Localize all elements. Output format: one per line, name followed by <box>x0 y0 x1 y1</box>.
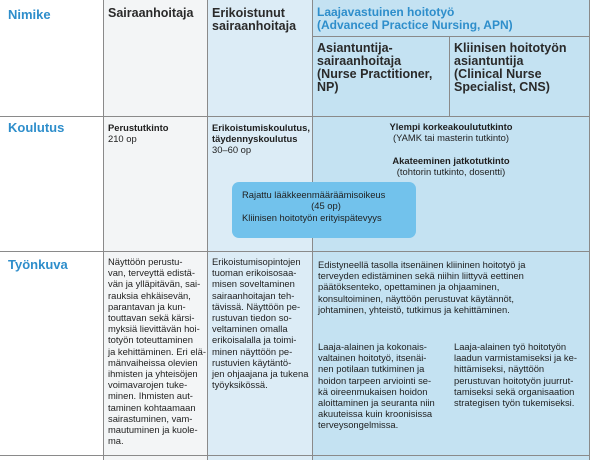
text-line: hoidon tarpeen arviointi se- <box>318 374 432 386</box>
header-cns-line: asiantuntija <box>454 54 524 68</box>
text-line: johtaminen, yhteistö, tutkimus ja kehittäminen. <box>318 303 510 315</box>
text-line: tävissä. Näyttöön pe- <box>212 300 301 312</box>
text-line: terveyden edistäminen sekä niihin liittyvä eettinen <box>318 270 524 282</box>
koulutus-erikoistunut <box>212 122 310 155</box>
header-np-line: Asiantuntija- <box>317 41 393 55</box>
text-line: työyksikössä. <box>212 379 268 391</box>
koulutus-apn-doctor-title: Akateeminen jatkotutkinto <box>392 155 510 166</box>
koulutus-sairaanhoitaja <box>108 122 168 144</box>
header-np-line: (Nurse Practitioner, <box>317 67 433 81</box>
text-line: parantavan ja kun- <box>108 300 186 312</box>
text-line: hittämiseksi, näyttöön <box>454 363 545 375</box>
koulutus-erikoistunut-points: 30–60 op <box>212 144 252 155</box>
tyonkuva-np <box>318 341 448 431</box>
text-line: misen soveltaminen <box>212 278 295 290</box>
koulutus-apn-degree-title: Ylempi korkeakoulututkinto <box>389 121 513 132</box>
text-line: myksiä lievittävän hoi- <box>108 323 200 335</box>
header-np <box>317 42 432 94</box>
koulutus-apn-doctor <box>312 155 590 177</box>
row-label-tyonkuva: Työnkuva <box>8 257 68 272</box>
koulutus-sairaanhoitaja-points: 210 op <box>108 133 137 144</box>
text-line: rustuvien käytäntö- <box>212 356 292 368</box>
text-line: Erikoistumisopintojen <box>212 256 301 267</box>
header-erikoistunut <box>212 7 296 33</box>
text-line: van, terveyttä edistä- <box>108 267 196 279</box>
text-line: rauksia ehkäisevän, <box>108 289 191 301</box>
header-cns <box>454 42 567 94</box>
text-line: sairaanhoitajan teh- <box>212 289 295 301</box>
text-line: veltaminen omalla <box>212 323 288 335</box>
prescribing-rights-line: Rajattu lääkkeenmääräämisoikeus <box>242 189 386 200</box>
text-line: minen. Ihmisten aut- <box>108 390 193 402</box>
grid-line <box>449 36 450 116</box>
row-label-koulutus: Koulutus <box>8 120 65 135</box>
text-line: terveysongelmissa. <box>318 419 399 431</box>
header-cns-line: Specialist, CNS) <box>454 80 550 94</box>
grid-line <box>103 0 104 460</box>
text-line: vän ja ylläpitävän, sai- <box>108 278 201 290</box>
tyonkuva-erikoistunut <box>212 256 311 390</box>
text-line: ihmisten ja yhteisöjen <box>108 368 198 380</box>
header-erikoistunut-line: sairaanhoitaja <box>212 19 297 33</box>
text-line: Näyttöön perustu- <box>108 256 183 267</box>
tyonkuva-apn-shared <box>318 259 584 315</box>
koulutus-apn-degree-note: (YAMK tai masterin tutkinto) <box>392 132 509 143</box>
koulutus-erikoistunut-line: täydennyskoulutus <box>212 133 298 144</box>
grid-line <box>0 116 590 117</box>
text-line: valtainen hoitotyö, itsenäi- <box>318 352 427 364</box>
text-line: Edistyneellä tasolla itsenäinen kliininen hoitotyö ja <box>318 259 526 270</box>
koulutus-apn-degree <box>312 121 590 143</box>
text-line: kä oireenmukaisen hoidon <box>318 385 428 397</box>
grid-line <box>0 251 590 252</box>
koulutus-apn-doctor-note: (tohtorin tutkinto, dosentti) <box>396 166 506 177</box>
text-line: sairastuminen, vam- <box>108 412 193 424</box>
text-line: jen ohjaajana ja tukena <box>212 368 309 380</box>
prescribing-rights-points: (45 op) <box>311 200 341 212</box>
header-apn <box>317 6 513 32</box>
text-line: laadun varmistamiseksi ja ke- <box>454 352 577 364</box>
text-line: erikoisalalla ja toimi- <box>212 334 297 346</box>
header-nimike: Nimike <box>8 7 51 22</box>
header-apn-line: Laajavastuinen hoitotyö <box>317 5 455 19</box>
text-line: taminen kohtaamaan <box>108 401 196 413</box>
text-line: aloittaminen ja seuranta niin <box>318 397 435 409</box>
header-cns-line: Kliinisen hoitotyön <box>454 41 567 55</box>
koulutus-sairaanhoitaja-title: Perustutkinto <box>108 122 169 133</box>
text-line: minen näyttöön pe- <box>212 345 293 357</box>
header-np-line: NP) <box>317 80 339 94</box>
header-cns-line: (Clinical Nurse <box>454 67 542 81</box>
text-line: touttavan sekä kärsi- <box>108 312 195 324</box>
text-line: totyön toteuttaminen <box>108 334 193 346</box>
prescribing-rights-line: Kliinisen hoitotyön erityispätevyys <box>242 211 382 223</box>
prescribing-rights-box <box>232 182 416 238</box>
text-line: konsultoiminen, näyttöön perustuvat käytännöt, <box>318 292 514 304</box>
text-line: päätöksenteko, opettaminen ja ohjaaminen, <box>318 281 500 293</box>
grid-line <box>0 455 590 456</box>
tyonkuva-cns <box>454 341 588 408</box>
grid-line <box>207 0 208 460</box>
text-line: Laaja-alainen ja kokonais- <box>318 341 427 352</box>
header-sairaanhoitaja: Sairaanhoitaja <box>108 6 194 20</box>
tyonkuva-sairaanhoitaja <box>108 256 207 446</box>
header-erikoistunut-line: Erikoistunut <box>212 6 285 20</box>
text-line: perustuvan hoitotyön juurrut- <box>454 374 574 386</box>
text-line: rustuvan tiedon so- <box>212 312 292 324</box>
text-line: ma. <box>108 435 124 447</box>
koulutus-erikoistunut-line: Erikoistumiskoulutus, <box>212 122 310 133</box>
text-line: strategisen työn tukemiseksi. <box>454 397 575 409</box>
text-line: ja kehittäminen. Eri elä- <box>108 345 206 357</box>
text-line: tuoman erikoisosaa- <box>212 267 297 279</box>
text-line: voimavarojen tuke- <box>108 379 188 391</box>
text-line: mänvaiheissa olevien <box>108 356 198 368</box>
text-line: Laaja-alainen työ hoitotyön <box>454 341 567 352</box>
header-np-line: sairaanhoitaja <box>317 54 402 68</box>
text-line: mautuminen ja kuole- <box>108 424 198 436</box>
text-line: akuuteissa kuin kroonisissa <box>318 408 433 420</box>
text-line: tamiseksi sekä organisaation <box>454 385 575 397</box>
grid-line <box>312 36 590 37</box>
header-apn-line: (Advanced Practice Nursing, APN) <box>317 18 513 32</box>
column-background-nimike <box>0 0 103 460</box>
text-line: nen potilaan tutkiminen ja <box>318 363 425 375</box>
